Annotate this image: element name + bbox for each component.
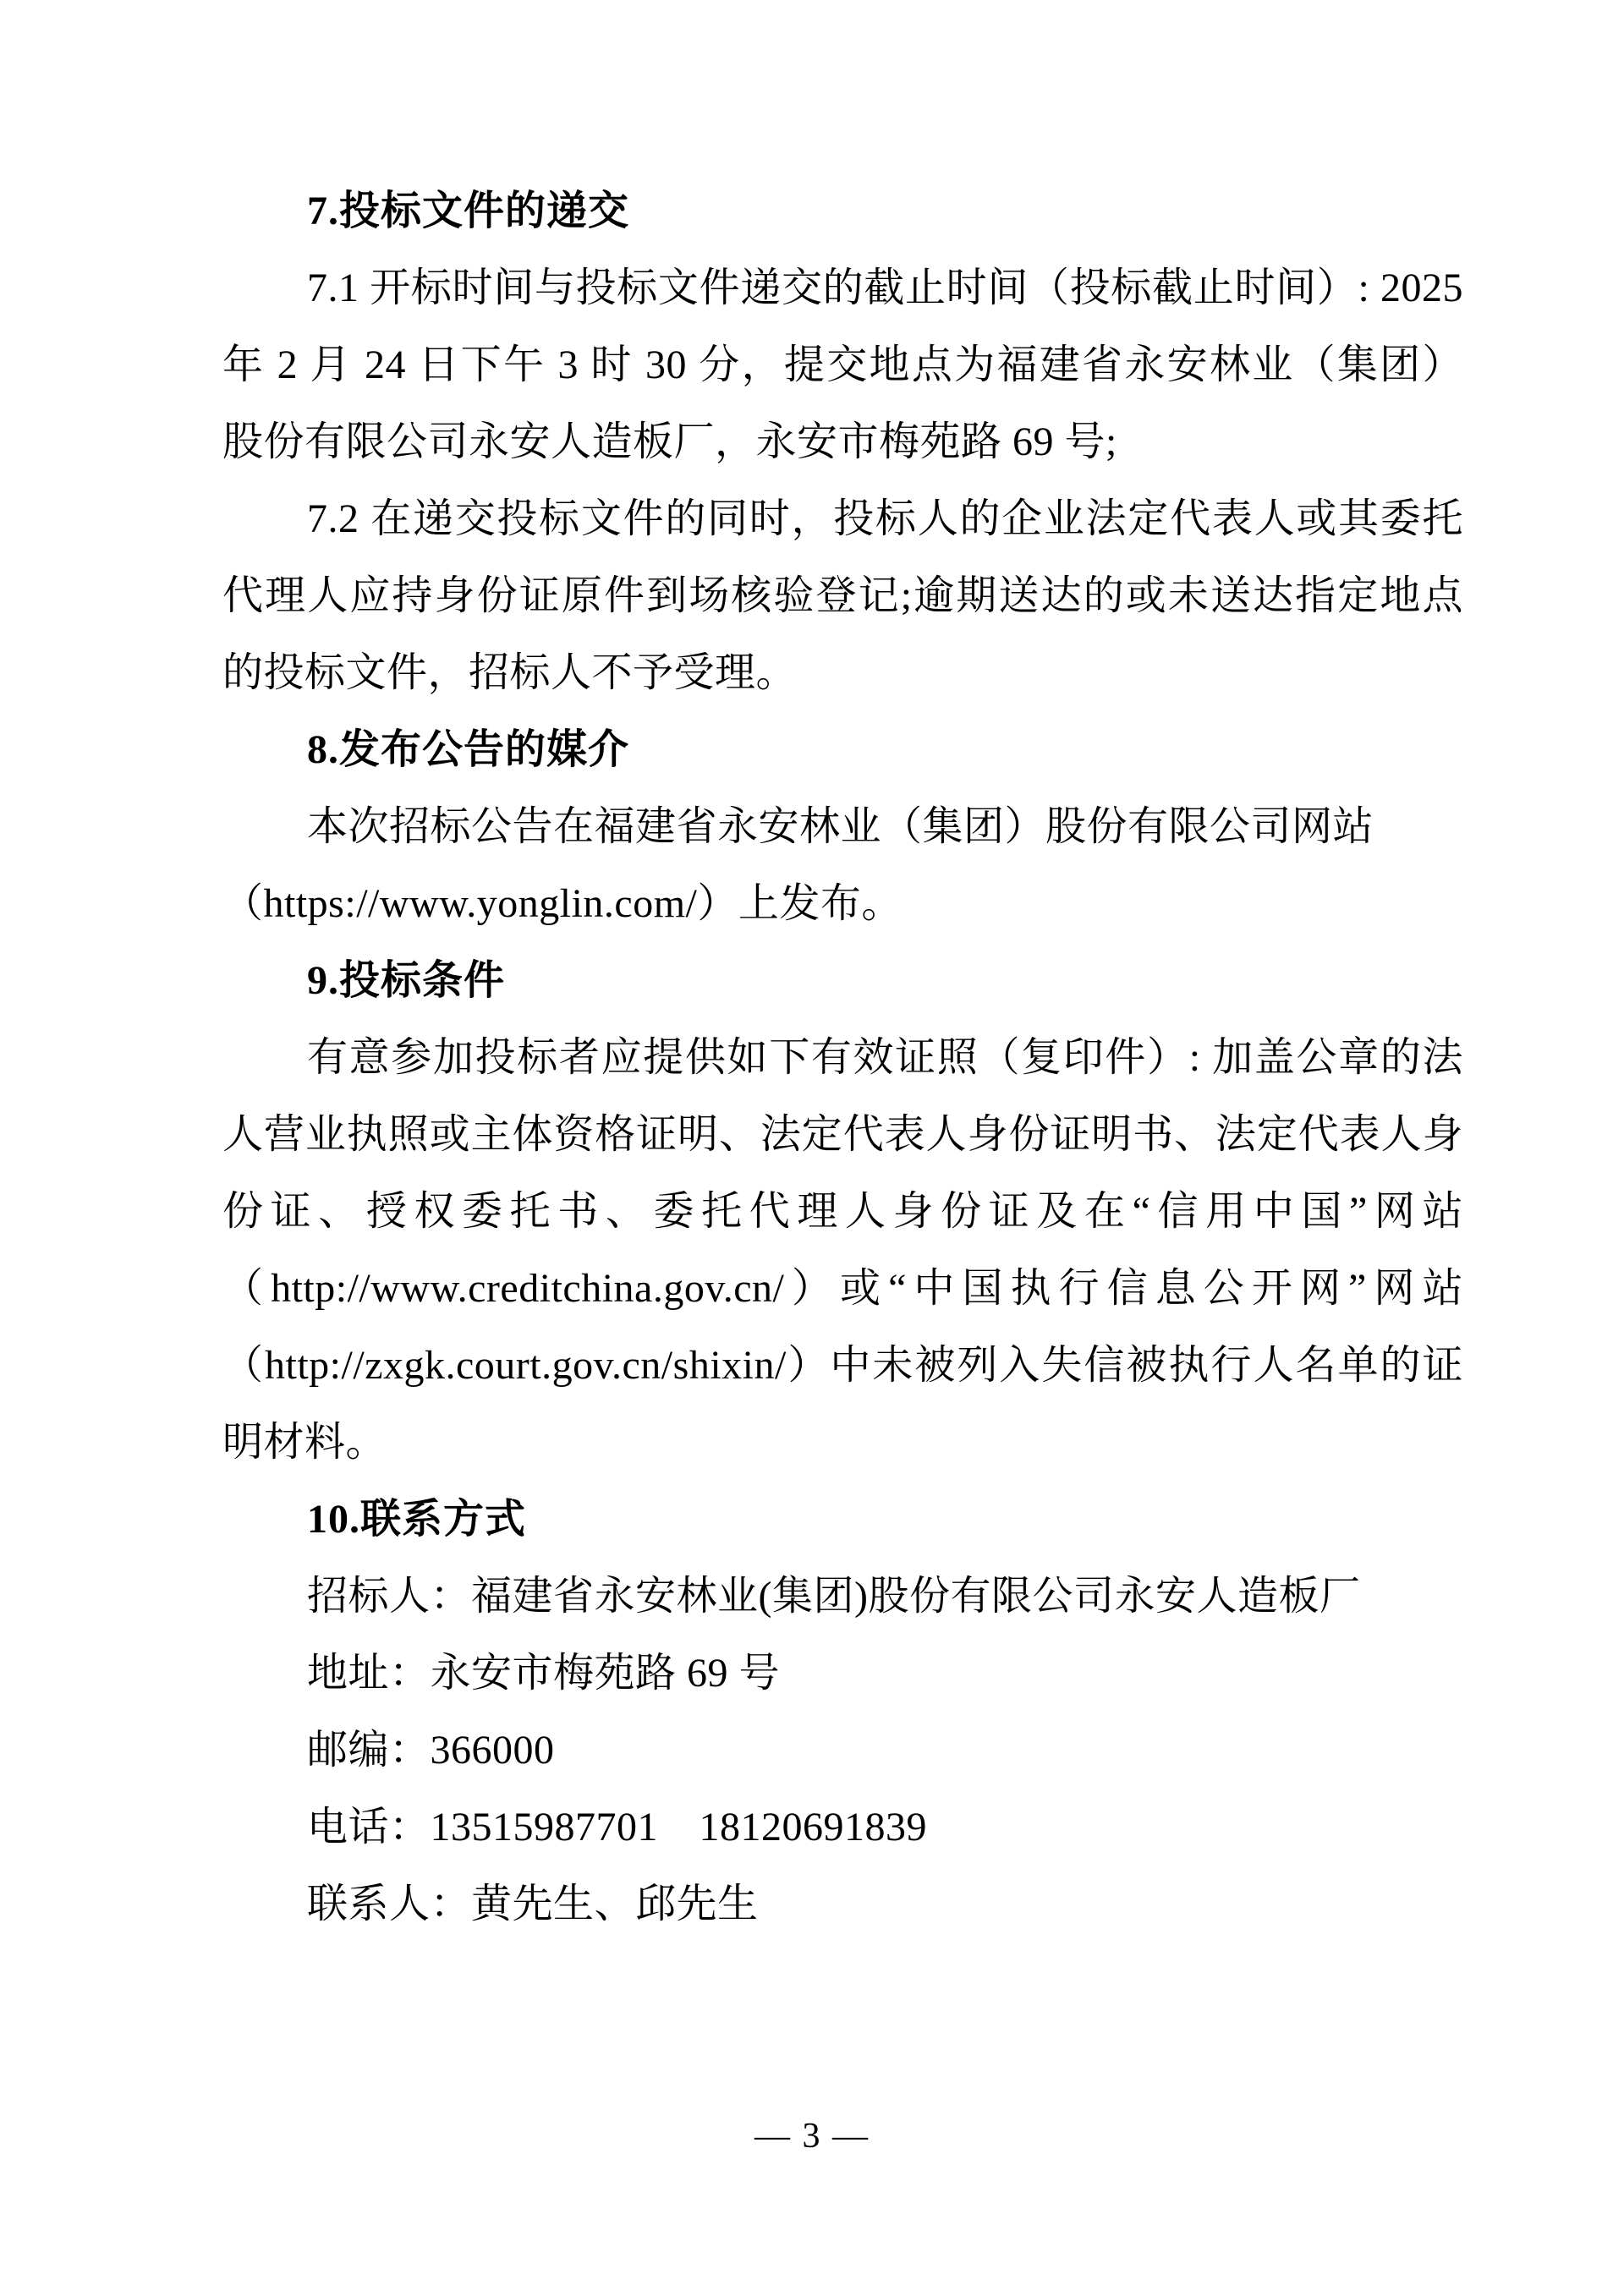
contact-address-line: 地址：永安市梅苑路 69 号 — [307, 1651, 781, 1696]
contact-bidder-line: 招标人：福建省永安林业(集团)股份有限公司永安人造板厂 — [307, 1574, 1361, 1619]
paragraph-7-2-line-3: 的投标文件，招标人不予受理。 — [222, 650, 798, 695]
document-content — [222, 173, 1463, 1943]
paragraph-7-1-line-2: 年 2 月 24 日下午 3 时 30 分，提交地点为福建省永安林业（集团） — [222, 342, 1463, 387]
paragraph-8-line-2: （https://www.yonglin.com/）上发布。 — [222, 881, 903, 926]
contact-postcode-line: 邮编：366000 — [307, 1728, 555, 1773]
paragraph-9-line-6: 明材料。 — [222, 1420, 387, 1465]
paragraph-7-1-line-3: 股份有限公司永安人造板厂，永安市梅苑路 69 号; — [222, 419, 1117, 464]
paragraph-7-1-line-1: 7.1 开标时间与投标文件递交的截止时间（投标截止时间）: 2025 — [307, 266, 1463, 310]
paragraph-9-line-5: （http://zxgk.court.gov.cn/shixin/）中未被列入失信被执行人名单的证 — [222, 1343, 1463, 1388]
paragraph-9-line-3: 份证、授权委托书、委托代理人身份证及在“信用中国”网站 — [222, 1189, 1463, 1234]
page-footer — [0, 2116, 1624, 2156]
paragraph-9-line-1: 有意参加投标者应提供如下有效证照（复印件）: 加盖公章的法 — [307, 1035, 1463, 1080]
paragraph-7-2-line-2: 代理人应持身份证原件到场核验登记;逾期送达的或未送达指定地点 — [222, 573, 1463, 618]
section-10-heading: 10.联系方式 — [307, 1497, 527, 1542]
paragraph-9-line-4: （http://www.creditchina.gov.cn/）或“中国执行信息公开网”网站 — [222, 1266, 1463, 1311]
contact-phone-line: 电话：13515987701 18120691839 — [307, 1805, 928, 1849]
contact-person-line: 联系人：黄先生、邱先生 — [307, 1882, 759, 1926]
page-number: — 3 — — [754, 2117, 870, 2156]
paragraph-9-line-2: 人营业执照或主体资格证明、法定代表人身份证明书、法定代表人身 — [222, 1112, 1463, 1157]
section-8-heading: 8.发布公告的媒介 — [307, 727, 630, 772]
section-9-heading: 9.投标条件 — [307, 958, 506, 1003]
section-7-heading: 7.投标文件的递交 — [307, 189, 630, 233]
paragraph-8-line-1: 本次招标公告在福建省永安林业（集团）股份有限公司网站 — [307, 804, 1374, 849]
paragraph-7-2-line-1: 7.2 在递交投标文件的同时，投标人的企业法定代表人或其委托 — [307, 496, 1463, 541]
